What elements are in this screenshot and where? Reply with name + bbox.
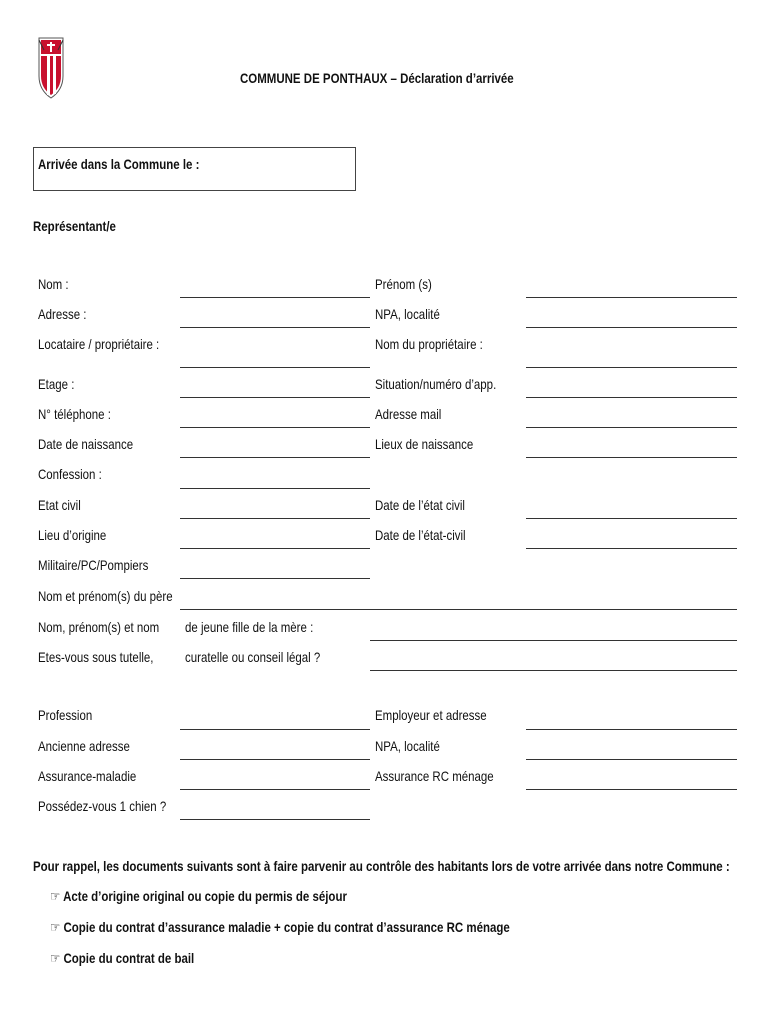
field-profession[interactable] [180,729,370,730]
arrival-date-label: Arrivée dans la Commune le : [38,156,200,172]
field-militaire[interactable] [180,578,370,579]
label-npa-2: NPA, localité [375,738,440,754]
field-lieu-origine[interactable] [180,548,370,549]
document-item-label: Copie du contrat d’assurance maladie + copie du contrat d’assurance RC ménage [63,919,510,935]
label-lieu-origine: Lieu d’origine [38,527,107,543]
field-telephone[interactable] [180,427,370,428]
document-item [50,950,194,966]
field-npa-2[interactable] [526,759,737,760]
field-nom[interactable] [180,297,370,298]
field-prenom[interactable] [526,297,737,298]
field-situation[interactable] [526,397,737,398]
label-prenom: Prénom (s) [375,276,432,292]
field-proprietaire[interactable] [526,367,737,368]
label-locataire: Locataire / propriétaire : [38,336,160,352]
label-assurance-maladie: Assurance-maladie [38,768,137,784]
label-date-etat-civil-2: Date de l’état-civil [375,527,466,543]
label-lieux-naissance: Lieux de naissance [375,436,474,452]
label-npa: NPA, localité [375,306,440,322]
field-lieux-naissance[interactable] [526,457,737,458]
commune-crest-logo [36,36,66,100]
label-tutelle-a: Etes-vous sous tutelle, [38,649,154,665]
field-date-etat-civil[interactable] [526,518,737,519]
field-tutelle[interactable] [370,670,737,671]
label-etage: Etage : [38,376,75,392]
label-date-etat-civil: Date de l’état civil [375,497,465,513]
label-date-naissance: Date de naissance [38,436,134,452]
field-npa[interactable] [526,327,737,328]
label-assurance-rc: Assurance RC ménage [375,768,494,784]
document-item [50,919,510,935]
field-assurance-rc[interactable] [526,789,737,790]
document-item-label: Acte d’origine original ou copie du permis de séjour [63,888,347,904]
field-date-etat-civil-2[interactable] [526,548,737,549]
label-nom: Nom : [38,276,69,292]
field-locataire[interactable] [180,367,370,368]
field-date-naissance[interactable] [180,457,370,458]
label-etat-civil: Etat civil [38,497,81,513]
field-employeur[interactable] [526,729,737,730]
pointing-hand-icon: ☞ [50,950,61,966]
label-chien: Possédez-vous 1 chien ? [38,798,167,814]
label-situation: Situation/numéro d’app. [375,376,497,392]
field-ancienne-adresse[interactable] [180,759,370,760]
label-employeur: Employeur et adresse [375,707,487,723]
label-proprietaire: Nom du propriétaire : [375,336,483,352]
label-tutelle-b: curatelle ou conseil légal ? [185,649,321,665]
document-item-label: Copie du contrat de bail [63,950,195,966]
field-etat-civil[interactable] [180,518,370,519]
page-title: COMMUNE DE PONTHAUX – Déclaration d’arrivée [240,70,514,86]
field-adresse-mail[interactable] [526,427,737,428]
reminder-text: Pour rappel, les documents suivants sont à faire parvenir au contrôle des habitants lors de votre arrivée dans notre Commune : [33,858,730,874]
label-profession: Profession [38,707,93,723]
pointing-hand-icon: ☞ [50,919,61,935]
label-adresse: Adresse : [38,306,87,322]
label-militaire: Militaire/PC/Pompiers [38,557,149,573]
label-mere-a: Nom, prénom(s) et nom [38,619,160,635]
label-pere: Nom et prénom(s) du père [38,588,173,604]
representative-heading: Représentant/e [33,218,116,234]
document-item [50,888,347,904]
label-mere-b: de jeune fille de la mère : [185,619,314,635]
pointing-hand-icon: ☞ [50,888,61,904]
field-adresse[interactable] [180,327,370,328]
field-mere[interactable] [370,640,737,641]
label-telephone: N° téléphone : [38,406,111,422]
label-ancienne-adresse: Ancienne adresse [38,738,130,754]
field-assurance-maladie[interactable] [180,789,370,790]
field-pere[interactable] [180,609,737,610]
label-confession: Confession : [38,466,102,482]
field-confession[interactable] [180,488,370,489]
field-chien[interactable] [180,819,370,820]
field-etage[interactable] [180,397,370,398]
label-adresse-mail: Adresse mail [375,406,442,422]
